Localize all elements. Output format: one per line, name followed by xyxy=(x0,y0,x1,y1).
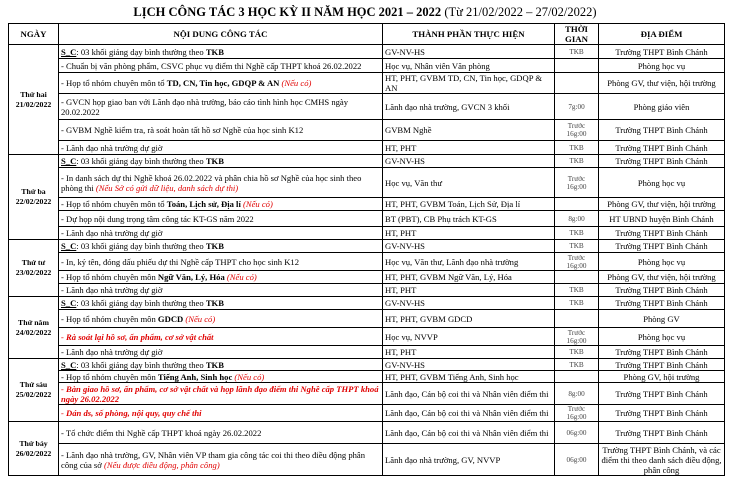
task-text-segment: TKB xyxy=(205,46,224,57)
participants: Lãnh đạo, Cán bộ coi thi và Nhân viên điểm thi xyxy=(383,383,555,405)
task-content xyxy=(59,346,383,359)
time xyxy=(555,73,599,94)
table-row xyxy=(9,284,725,297)
task-text-segment: : 03 khối giảng dạy bình thường theo xyxy=(76,359,206,370)
participants: HT, PHT, GVBM Tiếng Anh, Sinh học xyxy=(383,371,555,383)
table-body xyxy=(9,45,725,476)
task-content xyxy=(59,120,383,141)
location: Phòng GV, thư viện, hội trường xyxy=(599,271,725,284)
location: Phòng GV xyxy=(599,310,725,328)
task-text-segment: - GVCN họp giao ban với Lãnh đạo nhà trường, báo cáo tình hình học CMHS ngày 20.02.2022 xyxy=(61,96,349,117)
location: Phòng GV, thư viện, hội trường xyxy=(599,73,725,94)
task-text-segment: Tiếng Anh, Sinh học xyxy=(157,371,233,382)
task-text-segment: TKB xyxy=(205,241,224,251)
task-content xyxy=(59,271,383,284)
task-text-segment: : 03 khối giảng dạy bình thường theo xyxy=(76,156,206,166)
task-text-segment: - Lãnh đạo nhà trường dự giờ xyxy=(61,347,163,357)
task-text-segment: - Họp tổ nhóm chuyên môn xyxy=(61,371,158,382)
table-row xyxy=(9,45,725,59)
day-label: Thứ năm 24/02/2022 xyxy=(9,297,59,359)
time: Trước 16g:00 xyxy=(555,120,599,141)
task-text-segment: - Tổ chức điểm thi Nghề cấp THPT khoá ngày 26.02.2022 xyxy=(61,427,262,438)
task-text-segment: TKB xyxy=(205,156,224,166)
table-row xyxy=(9,59,725,73)
task-content xyxy=(59,310,383,328)
task-text-segment: S_C xyxy=(61,156,77,166)
time: 06g:00 xyxy=(555,444,599,476)
table-row xyxy=(9,198,725,211)
day-label: Thứ sáu 25/02/2022 xyxy=(9,359,59,422)
task-content xyxy=(59,168,383,198)
time xyxy=(555,271,599,284)
participants: HT, PHT xyxy=(383,346,555,359)
participants: HT, PHT, GVBM Toán, Lịch Sử, Địa lí xyxy=(383,198,555,211)
col-header-day: NGÀY xyxy=(9,24,59,45)
task-content xyxy=(59,297,383,310)
location: Trường THPT Bình Chánh xyxy=(599,359,725,371)
table-row xyxy=(9,73,725,94)
participants: HT, PHT xyxy=(383,141,555,155)
task-text-segment: - In danh sách dự thi Nghề khoá 26.02.2022 và phân chia hồ sơ Nghề của học sinh theo phòng thi xyxy=(61,172,362,193)
time: TKB xyxy=(555,45,599,59)
time: Trước 16g:00 xyxy=(555,253,599,271)
time: Trước 16g:00 xyxy=(555,328,599,346)
participants: Lãnh đạo nhà trường, GV, NVVP xyxy=(383,444,555,476)
task-text-segment: - Chuẩn bị văn phòng phẩm, CSVC phục vụ điểm thi Nghề cấp THPT khoá 26.02.2022 xyxy=(61,60,362,71)
table-row xyxy=(9,444,725,476)
participants: HT, PHT, GVBM GDCD xyxy=(383,310,555,328)
task-text-segment: - Họp tổ nhóm chuyên môn tổ xyxy=(61,78,167,88)
title-date-range: (Từ 21/02/2022 – 27/02/2022) xyxy=(444,5,597,19)
location: Phòng GV, thư viện, hội trường xyxy=(599,198,725,211)
time xyxy=(555,310,599,328)
location: Trường THPT Bình Chánh xyxy=(599,155,725,168)
table-row xyxy=(9,253,725,271)
task-text-segment: (Nếu có) xyxy=(279,78,312,88)
table-header-row xyxy=(9,24,725,45)
task-content xyxy=(59,383,383,405)
task-content xyxy=(59,227,383,240)
location: Trường THPT Bình Chánh xyxy=(599,120,725,141)
participants: GV-NV-HS xyxy=(383,45,555,59)
table-row xyxy=(9,359,725,371)
time: TKB xyxy=(555,297,599,310)
task-text-segment: - Họp tổ nhóm chuyên môn xyxy=(61,272,158,282)
location: Trường THPT Bình Chánh xyxy=(599,346,725,359)
task-text-segment: - Lãnh đạo nhà trường dự giờ xyxy=(61,228,163,238)
time: 06g:00 xyxy=(555,422,599,444)
participants: GVBM Nghề xyxy=(383,120,555,141)
title-main: LỊCH CÔNG TÁC 3 HỌC KỲ II NĂM HỌC 2021 – 2022 xyxy=(133,5,442,19)
task-text-segment: : 03 khối giảng dạy bình thường theo xyxy=(76,46,206,57)
table-row xyxy=(9,405,725,422)
participants: GV-NV-HS xyxy=(383,297,555,310)
participants: Học vụ, Văn thư xyxy=(383,168,555,198)
task-content xyxy=(59,371,383,383)
participants: HT, PHT, GVBM TD, CN, Tin học, GDQP & AN xyxy=(383,73,555,94)
task-text-segment: - GVBM Nghề kiểm tra, rà soát hoàn tất hồ sơ Nghề của học sinh K12 xyxy=(61,125,304,135)
task-content xyxy=(59,405,383,422)
location: Trường THPT Bình Chánh xyxy=(599,45,725,59)
page-title xyxy=(0,4,730,20)
location: Phòng học vụ xyxy=(599,59,725,73)
table-row xyxy=(9,94,725,120)
task-text-segment: (Nếu có) xyxy=(224,272,257,282)
task-text-segment: - Rà soát lại hồ sơ, ấn phẩm, cơ sở vật chất xyxy=(61,331,214,342)
task-content xyxy=(59,155,383,168)
day-label: Thứ ba 22/02/2022 xyxy=(9,155,59,240)
task-text-segment: (Nếu có) xyxy=(240,199,273,209)
time: Trước 16g:00 xyxy=(555,405,599,422)
location: Phòng học vụ xyxy=(599,168,725,198)
table-row xyxy=(9,422,725,444)
location: Trường THPT Bình Chánh xyxy=(599,284,725,297)
task-text-segment: : 03 khối giảng dạy bình thường theo xyxy=(76,298,206,308)
task-text-segment: (Nếu Sở có gửi dữ liệu, danh sách dự thi) xyxy=(95,182,239,193)
task-content xyxy=(59,284,383,297)
task-content xyxy=(59,253,383,271)
participants: HT, PHT xyxy=(383,227,555,240)
task-text-segment: Toán, Lịch sử, Địa lí xyxy=(166,199,241,209)
location: Trường THPT Bình Chánh, và các điểm thi theo danh sách điều động, phân công xyxy=(599,444,725,476)
participants: Lãnh đạo, Cán bộ coi thi và Nhân viên điểm thi xyxy=(383,405,555,422)
table-row xyxy=(9,346,725,359)
task-text-segment: - Họp tổ nhóm chuyên môn xyxy=(61,313,158,324)
time: TKB xyxy=(555,227,599,240)
time: TKB xyxy=(555,155,599,168)
table-row xyxy=(9,240,725,253)
time: TKB xyxy=(555,346,599,359)
table-row xyxy=(9,310,725,328)
task-text-segment: (Nếu được điều động, phân công) xyxy=(103,459,220,470)
task-text-segment: - Lãnh đạo nhà trường, GV, Nhân viên VP tham gia công tác coi thi theo điều động phân công của sở xyxy=(61,449,366,470)
task-text-segment: Ngữ Văn, Lý, Hóa xyxy=(157,272,225,282)
task-content xyxy=(59,94,383,120)
participants: Học vụ, NVVP xyxy=(383,328,555,346)
task-content xyxy=(59,141,383,155)
time: TKB xyxy=(555,284,599,297)
table-row xyxy=(9,120,725,141)
task-text-segment: - Lãnh đạo nhà trường dự giờ xyxy=(61,285,163,295)
location: Phòng học vụ xyxy=(599,328,725,346)
day-label: Thứ bảy 26/02/2022 xyxy=(9,422,59,476)
time xyxy=(555,371,599,383)
task-text-segment: - Lãnh đạo nhà trường dự giờ xyxy=(61,142,163,153)
location: Phòng GV, hội trường xyxy=(599,371,725,383)
location: Trường THPT Bình Chánh xyxy=(599,383,725,405)
participants: HT, PHT xyxy=(383,284,555,297)
task-text-segment: TD, CN, Tin học, GDQP & AN xyxy=(166,78,280,88)
task-text-segment: S_C xyxy=(61,298,77,308)
task-text-segment: (Nếu có) xyxy=(183,313,216,324)
time: Trước 16g:00 xyxy=(555,168,599,198)
day-label: Thứ tư 23/02/2022 xyxy=(9,240,59,297)
table-row xyxy=(9,227,725,240)
schedule-table xyxy=(8,23,725,476)
task-content xyxy=(59,45,383,59)
location: Trường THPT Bình Chánh xyxy=(599,141,725,155)
location: Trường THPT Bình Chánh xyxy=(599,297,725,310)
col-header-participants: THÀNH PHẦN THỰC HIỆN xyxy=(383,24,555,45)
participants: Học vụ, Nhân viên Văn phòng xyxy=(383,59,555,73)
task-content xyxy=(59,359,383,371)
col-header-time: THỜI GIAN xyxy=(555,24,599,45)
task-content xyxy=(59,73,383,94)
location: Phòng học vụ xyxy=(599,253,725,271)
participants: GV-NV-HS xyxy=(383,359,555,371)
task-content xyxy=(59,211,383,227)
day-label: Thứ hai 21/02/2022 xyxy=(9,45,59,155)
time: TKB xyxy=(555,359,599,371)
task-text-segment: S_C xyxy=(61,241,77,251)
time: TKB xyxy=(555,240,599,253)
task-text-segment: S_C xyxy=(61,359,77,370)
table-row xyxy=(9,211,725,227)
participants: HT, PHT, GVBM Ngữ Văn, Lý, Hóa xyxy=(383,271,555,284)
location: Trường THPT Bình Chánh xyxy=(599,405,725,422)
table-row xyxy=(9,328,725,346)
task-text-segment: GDCD xyxy=(157,313,184,324)
task-content xyxy=(59,59,383,73)
task-content xyxy=(59,422,383,444)
table-row xyxy=(9,297,725,310)
participants: BT (PBT), CB Phụ trách KT-GS xyxy=(383,211,555,227)
task-content xyxy=(59,198,383,211)
location: Phòng giáo viên xyxy=(599,94,725,120)
table-row xyxy=(9,383,725,405)
task-text-segment: - Họp tổ nhóm chuyên môn tổ xyxy=(61,199,167,209)
location: HT UBND huyện Bình Chánh xyxy=(599,211,725,227)
table-row xyxy=(9,155,725,168)
time xyxy=(555,198,599,211)
task-text-segment: TKB xyxy=(205,359,224,370)
table-row xyxy=(9,168,725,198)
time: 7g:00 xyxy=(555,94,599,120)
participants: Học vụ, Văn thư, Lãnh đạo nhà trường xyxy=(383,253,555,271)
task-content xyxy=(59,444,383,476)
table-row xyxy=(9,371,725,383)
time: 8g:00 xyxy=(555,211,599,227)
time: 8g:00 xyxy=(555,383,599,405)
time xyxy=(555,59,599,73)
task-text-segment: TKB xyxy=(205,298,224,308)
participants: GV-NV-HS xyxy=(383,240,555,253)
task-content xyxy=(59,240,383,253)
time: TKB xyxy=(555,141,599,155)
location: Trường THPT Bình Chánh xyxy=(599,240,725,253)
table-row xyxy=(9,271,725,284)
task-text-segment: - Bàn giao hồ sơ, ấn phẩm, cơ sở vật chất và họp lãnh đạo điểm thi Nghề cấp THPT khoá ngày 26.02.2022 xyxy=(61,383,379,404)
task-text-segment: - Dự họp nội dung trọng tâm công tác KT-GS năm 2022 xyxy=(61,213,254,224)
col-header-content: NỘI DUNG CÔNG TÁC xyxy=(59,24,383,45)
task-text-segment: - In, ký tên, đóng dấu phiếu dự thi Nghề cấp THPT cho học sinh K12 xyxy=(61,256,300,267)
participants: Lãnh đạo nhà trường, GVCN 3 khối xyxy=(383,94,555,120)
col-header-location: ĐỊA ĐIỂM xyxy=(599,24,725,45)
task-text-segment: : 03 khối giảng dạy bình thường theo xyxy=(76,241,206,251)
table-row xyxy=(9,141,725,155)
task-text-segment: - Dán ds, số phòng, nội quy, quy chế thi xyxy=(61,408,202,418)
task-text-segment: S_C xyxy=(61,46,77,57)
participants: Lãnh đạo, Cán bộ coi thi và Nhân viên điểm thi xyxy=(383,422,555,444)
task-content xyxy=(59,328,383,346)
location: Trường THPT Bình Chánh xyxy=(599,227,725,240)
task-text-segment: (Nếu có) xyxy=(232,371,265,382)
participants: GV-NV-HS xyxy=(383,155,555,168)
location: Trường THPT Bình Chánh xyxy=(599,422,725,444)
